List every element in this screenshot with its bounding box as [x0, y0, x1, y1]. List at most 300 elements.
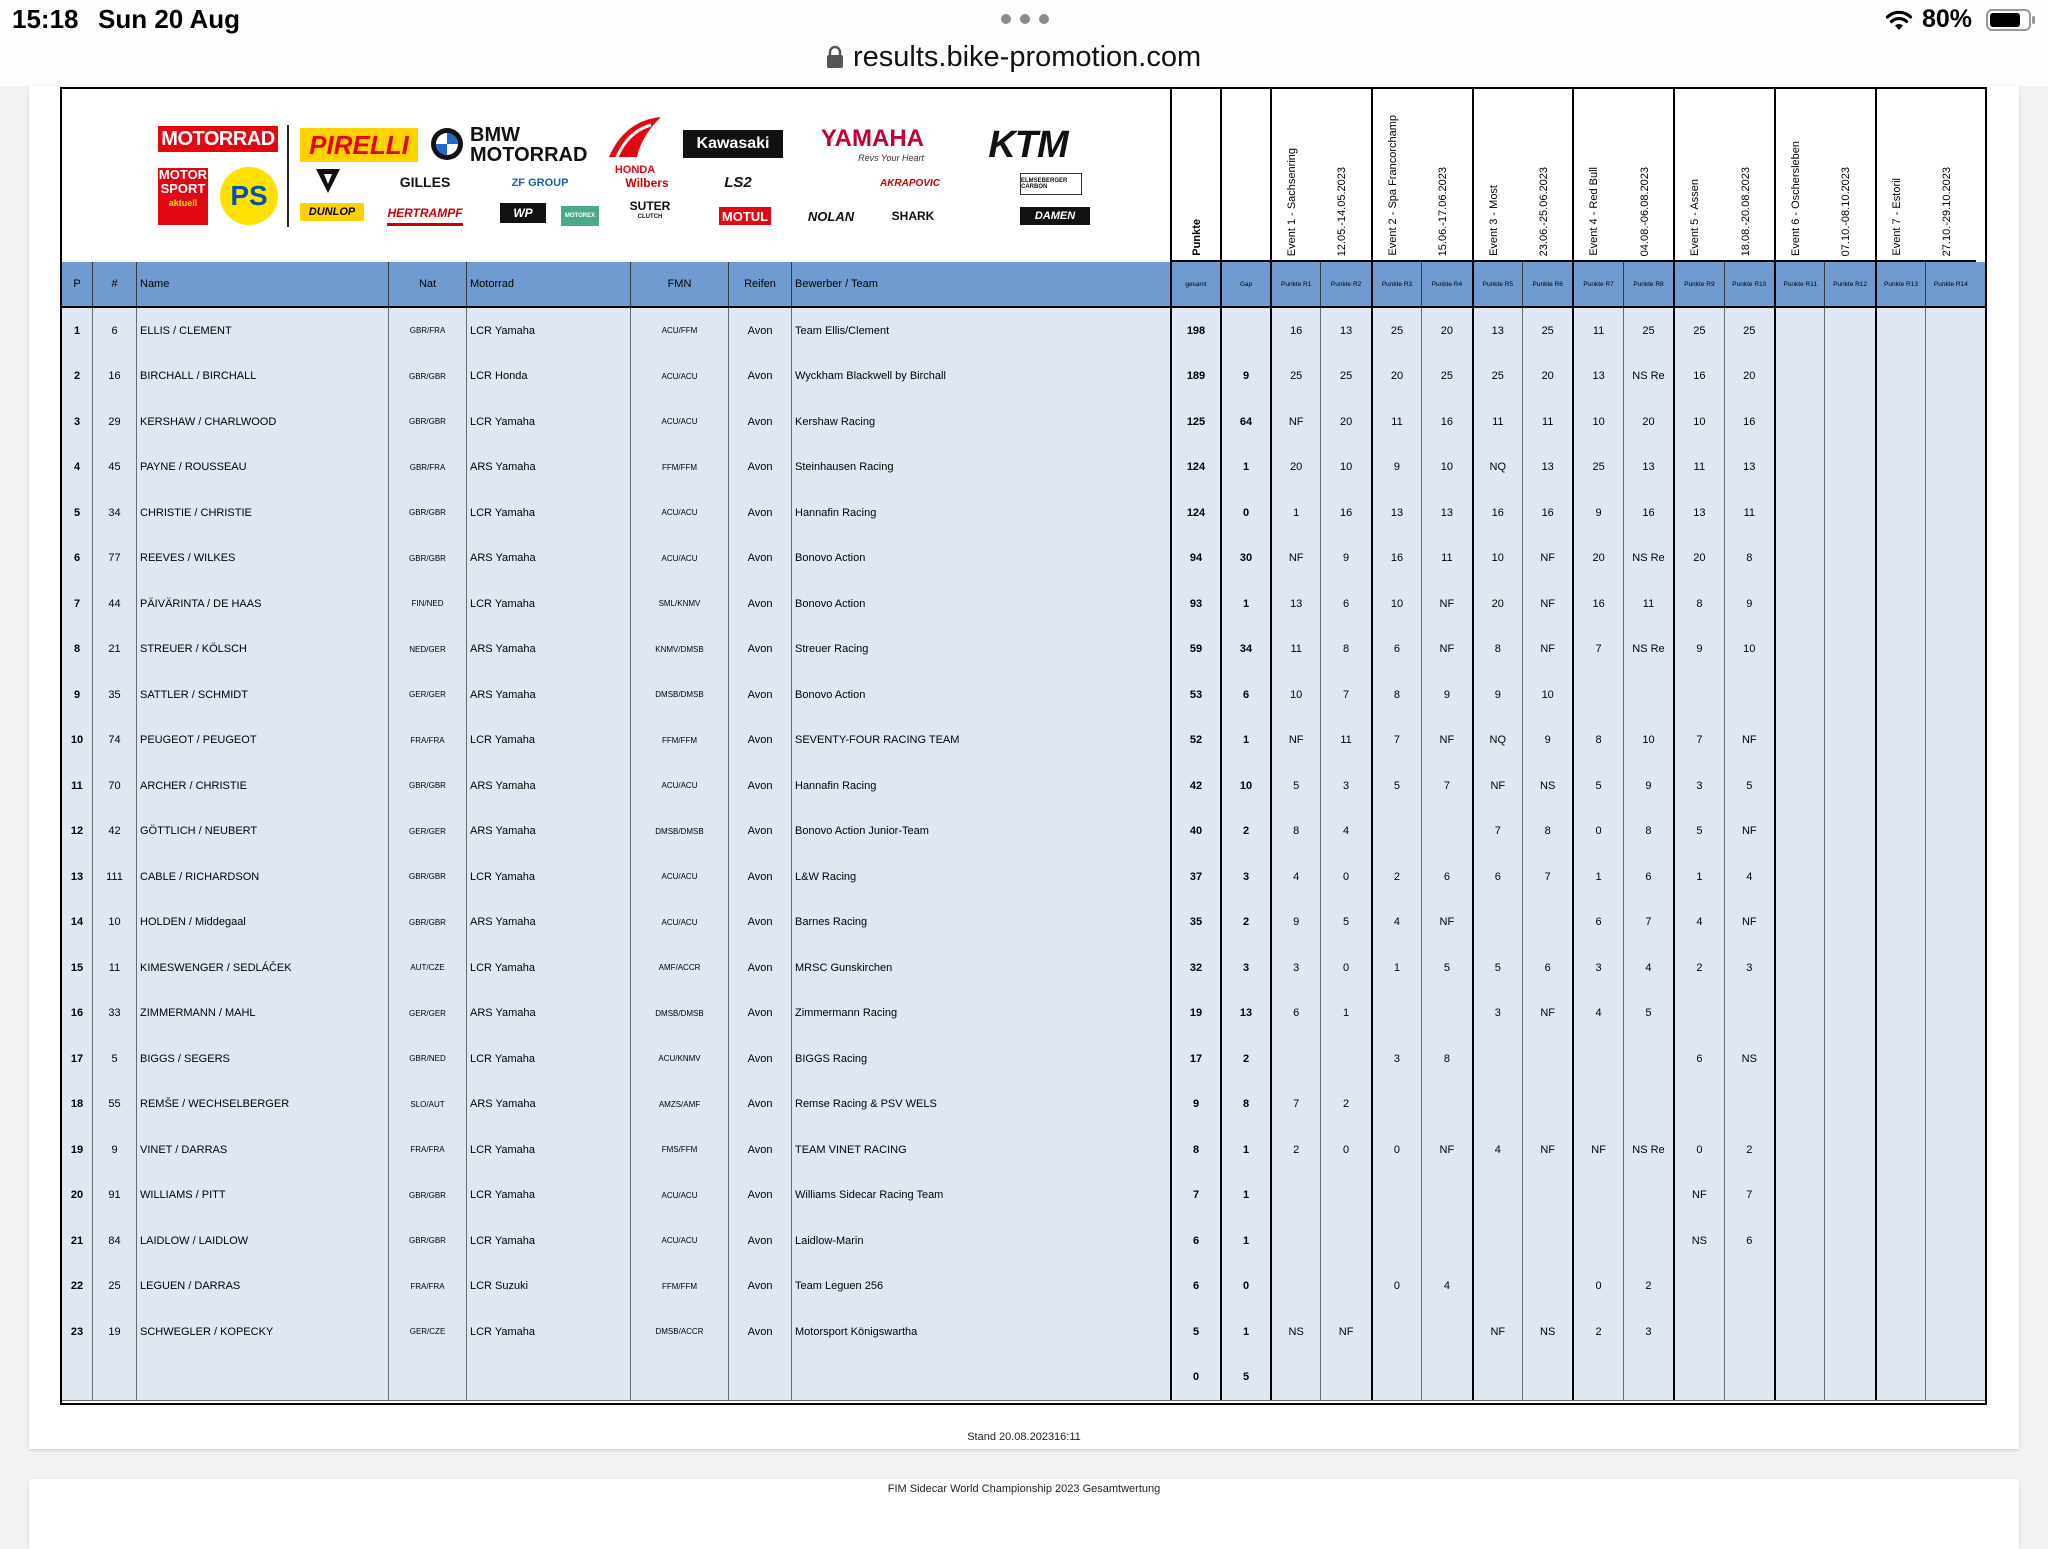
race-points-cell: NS [1673, 1218, 1723, 1264]
race-points-cell: NF [1421, 718, 1471, 764]
document-page [29, 86, 2019, 1449]
name-cell: PEUGEOT / PEUGEOT [136, 718, 388, 764]
page2-title: FIM Sidecar World Championship 2023 Gesamtwertung [887, 1483, 1161, 1495]
fmn-cell [630, 1355, 728, 1401]
race-points-cell: 6 [1421, 854, 1471, 900]
gap-cell: 3 [1220, 854, 1270, 900]
table-row[interactable] [62, 308, 1985, 355]
status-date: Sun 20 Aug [98, 4, 241, 34]
table-row[interactable] [62, 945, 1985, 992]
race-points-cell: 13 [1572, 354, 1622, 400]
table-row[interactable] [62, 490, 1985, 537]
race-points-cell: 3 [1673, 763, 1723, 809]
event-name-label: Event 4 - Red Bull [1588, 167, 1601, 256]
race-points-cell [1774, 1264, 1824, 1310]
race-points-cell: 25 [1623, 308, 1673, 354]
gap-cell: 6 [1220, 672, 1270, 718]
race-points-cell [1875, 1355, 1925, 1401]
fmn-cell: ACU/ACU [630, 1173, 728, 1219]
total-points-cell: 124 [1170, 445, 1220, 491]
race-points-cell: 4 [1472, 1127, 1522, 1173]
team-cell: SEVENTY-FOUR RACING TEAM [791, 718, 1170, 764]
event-date-label: 18.08.-20.08.2023 [1739, 166, 1752, 256]
race-points-cell [1421, 1309, 1471, 1355]
total-points-cell: 17 [1170, 1036, 1220, 1082]
race-points-cell: 1 [1320, 991, 1370, 1037]
race-points-cell [1824, 399, 1874, 445]
table-row[interactable] [62, 718, 1985, 765]
event-name-label: Event 5 - Assen [1689, 178, 1702, 256]
col-nat: Nat [388, 262, 466, 306]
race-points-cell [1472, 1173, 1522, 1219]
race-points-cell [1875, 399, 1925, 445]
table-row[interactable] [62, 1036, 1985, 1083]
race-points-cell [1824, 1173, 1874, 1219]
number-cell: 74 [92, 718, 136, 764]
col-gap: Gap [1220, 262, 1270, 306]
race-points-cell: 9 [1421, 672, 1471, 718]
race-points-cell [1724, 991, 1774, 1037]
col-race-points: Punkte R4 [1421, 262, 1471, 306]
race-points-cell [1925, 1173, 1975, 1219]
pirelli-logo: PIRELLI [300, 128, 418, 162]
team-cell: Bonovo Action [791, 581, 1170, 627]
gap-cell: 9 [1220, 354, 1270, 400]
table-row[interactable] [62, 627, 1985, 674]
bike-cell: ARS Yamaha [466, 809, 630, 855]
race-points-cell: NF [1572, 1127, 1622, 1173]
race-points-cell: 3 [1472, 991, 1522, 1037]
team-cell: Hannafin Racing [791, 490, 1170, 536]
race-points-cell [1824, 1082, 1874, 1128]
race-points-cell: 0 [1572, 1264, 1622, 1310]
total-points-cell: 19 [1170, 991, 1220, 1037]
bike-cell: LCR Yamaha [466, 1309, 630, 1355]
name-cell: REEVES / WILKES [136, 536, 388, 582]
bike-cell: ARS Yamaha [466, 991, 630, 1037]
race-points-cell [1824, 581, 1874, 627]
zf-group-logo: ZF GROUP [511, 177, 569, 189]
race-points-cell: 11 [1522, 399, 1572, 445]
race-points-cell [1925, 308, 1975, 354]
race-points-cell [1774, 1036, 1824, 1082]
total-points-cell: 7 [1170, 1173, 1220, 1219]
race-points-cell [1875, 1264, 1925, 1310]
race-points-cell [1724, 672, 1774, 718]
gap-cell: 34 [1220, 627, 1270, 673]
results-table [60, 87, 1987, 1405]
table-row[interactable] [62, 854, 1985, 901]
nat-cell: GBR/GBR [388, 763, 466, 809]
bike-cell: LCR Yamaha [466, 490, 630, 536]
race-points-cell [1925, 490, 1975, 536]
tyre-cell: Avon [728, 490, 791, 536]
position-cell: 18 [70, 1098, 84, 1111]
event-header-cell [1472, 89, 1573, 262]
race-points-cell [1673, 1355, 1723, 1401]
race-points-cell: 20 [1371, 354, 1421, 400]
race-points-cell: NF [1472, 1309, 1522, 1355]
gap-cell: 1 [1220, 1309, 1270, 1355]
gap-cell: 64 [1220, 399, 1270, 445]
race-points-cell [1774, 672, 1824, 718]
race-points-cell [1925, 581, 1975, 627]
ls2-logo: LS2 [724, 173, 752, 191]
race-points-cell [1522, 1218, 1572, 1264]
tyre-cell: Avon [728, 945, 791, 991]
table-row[interactable] [62, 581, 1985, 628]
position-cell [62, 1355, 92, 1401]
race-points-cell [1774, 991, 1824, 1037]
race-points-cell [1875, 354, 1925, 400]
table-row[interactable] [62, 1218, 1985, 1265]
name-cell: ZIMMERMANN / MAHL [136, 991, 388, 1037]
race-points-cell [1875, 1173, 1925, 1219]
race-points-cell: 13 [1270, 581, 1320, 627]
race-points-cell [1774, 1218, 1824, 1264]
team-cell: Kershaw Racing [791, 399, 1170, 445]
table-row[interactable] [62, 1355, 1985, 1402]
bike-cell: ARS Yamaha [466, 900, 630, 946]
race-points-cell: 20 [1572, 536, 1622, 582]
race-points-cell [1623, 1218, 1673, 1264]
race-points-cell: 11 [1623, 581, 1673, 627]
tyre-cell: Avon [728, 1264, 791, 1310]
number-cell: 111 [92, 854, 136, 900]
race-points-cell: 7 [1673, 718, 1723, 764]
race-points-cell: NS [1270, 1309, 1320, 1355]
race-points-cell [1572, 672, 1622, 718]
number-cell: 45 [92, 445, 136, 491]
nat-cell: GBR/GBR [388, 354, 466, 400]
name-cell: SATTLER / SCHMIDT [136, 672, 388, 718]
race-points-cell: 13 [1522, 445, 1572, 491]
total-points-cell: 53 [1170, 672, 1220, 718]
bike-cell: LCR Yamaha [466, 581, 630, 627]
race-points-cell [1270, 1036, 1320, 1082]
col-race-points: Punkte R10 [1724, 262, 1774, 306]
race-points-cell: 0 [1371, 1264, 1421, 1310]
table-row[interactable] [62, 809, 1985, 856]
name-cell: BIGGS / SEGERS [136, 1036, 388, 1082]
team-cell: Laidlow-Marin [791, 1218, 1170, 1264]
race-points-cell: 5 [1724, 763, 1774, 809]
tyre-cell: Avon [728, 536, 791, 582]
race-points-cell: 11 [1673, 445, 1723, 491]
race-points-cell [1925, 854, 1975, 900]
nat-cell: GBR/GBR [388, 399, 466, 445]
points-header-cell [1170, 89, 1220, 262]
race-points-cell: 16 [1371, 536, 1421, 582]
race-points-cell [1925, 399, 1975, 445]
race-points-cell: 6 [1572, 900, 1622, 946]
table-row[interactable] [62, 672, 1985, 719]
table-row[interactable] [62, 399, 1985, 446]
race-points-cell [1925, 718, 1975, 764]
race-points-cell [1824, 763, 1874, 809]
race-points-cell [1421, 991, 1471, 1037]
nat-cell: GBR/FRA [388, 308, 466, 354]
race-points-cell [1824, 809, 1874, 855]
event-header-cell [1572, 89, 1673, 262]
race-points-cell: NF [1421, 627, 1471, 673]
race-points-cell: 10 [1522, 672, 1572, 718]
nolan-logo: NOLAN [807, 208, 855, 224]
team-cell: Wyckham Blackwell by Birchall [791, 354, 1170, 400]
race-points-cell [1774, 1127, 1824, 1173]
number-cell: 70 [92, 763, 136, 809]
race-points-cell: 7 [1522, 854, 1572, 900]
number-cell: 9 [92, 1127, 136, 1173]
race-points-cell [1824, 1127, 1874, 1173]
table-row[interactable] [62, 991, 1985, 1038]
fmn-cell: ACU/ACU [630, 900, 728, 946]
race-points-cell: 11 [1421, 536, 1471, 582]
gap-cell: 2 [1220, 809, 1270, 855]
total-points-cell: 0 [1170, 1355, 1220, 1401]
race-points-cell [1925, 1264, 1975, 1310]
event-name-label: Event 6 - Oschersleben [1790, 141, 1802, 256]
event-date-label: 27.10.-29.10.2023 [1941, 166, 1954, 256]
event-date-label: 12.05.-14.05.2023 [1336, 166, 1349, 256]
race-points-cell: 9 [1472, 672, 1522, 718]
race-points-cell: 6 [1320, 581, 1370, 627]
race-points-cell: 7 [1572, 627, 1622, 673]
race-points-cell [1774, 399, 1824, 445]
race-points-cell: 10 [1270, 672, 1320, 718]
race-points-cell: 9 [1724, 581, 1774, 627]
race-points-cell: 3 [1371, 1036, 1421, 1082]
race-points-cell [1371, 1355, 1421, 1401]
team-cell: Remse Racing & PSV WELS [791, 1082, 1170, 1128]
status-bar [0, 0, 2048, 40]
name-cell: CABLE / RICHARDSON [136, 854, 388, 900]
fmn-cell: DMSB/DMSB [630, 991, 728, 1037]
race-points-cell [1824, 1355, 1874, 1401]
fmn-cell: ACU/ACU [630, 536, 728, 582]
table-row[interactable] [62, 536, 1985, 583]
race-points-cell: 16 [1572, 581, 1622, 627]
race-points-cell: 4 [1572, 991, 1622, 1037]
fmn-cell: ACU/KNMV [630, 1036, 728, 1082]
nat-cell: GBR/NED [388, 1036, 466, 1082]
tyre-cell: Avon [728, 991, 791, 1037]
race-points-cell [1774, 354, 1824, 400]
race-points-cell [1774, 581, 1824, 627]
race-points-cell: 13 [1421, 490, 1471, 536]
race-points-cell [1925, 354, 1975, 400]
race-points-cell: 4 [1421, 1264, 1471, 1310]
bike-cell: ARS Yamaha [466, 763, 630, 809]
race-points-cell: 25 [1472, 354, 1522, 400]
col-race-points: Punkte R7 [1572, 262, 1622, 306]
col-race-points: Punkte R5 [1472, 262, 1522, 306]
event-header-cell [1673, 89, 1774, 262]
race-points-cell: 16 [1673, 354, 1723, 400]
race-points-cell: NF [1472, 763, 1522, 809]
col-race-points: Punkte R12 [1824, 262, 1874, 306]
tyre-cell: Avon [728, 1309, 791, 1355]
race-points-cell: 7 [1270, 1082, 1320, 1128]
number-cell: 84 [92, 1218, 136, 1264]
gap-header-cell [1220, 89, 1270, 262]
race-points-cell [1623, 1082, 1673, 1128]
bike-cell: ARS Yamaha [466, 1082, 630, 1128]
gap-cell: 0 [1220, 490, 1270, 536]
nat-cell: GBR/GBR [388, 490, 466, 536]
race-points-cell: 20 [1270, 445, 1320, 491]
motorsport-logo-line3: aktuell [168, 198, 198, 208]
total-points-cell: 5 [1170, 1309, 1220, 1355]
event-header-cell [1875, 89, 1976, 262]
race-points-cell [1724, 1355, 1774, 1401]
race-points-cell: 6 [1724, 1218, 1774, 1264]
race-points-cell: 16 [1320, 490, 1370, 536]
table-row[interactable] [62, 1082, 1985, 1129]
race-points-cell: NF [1522, 627, 1572, 673]
col-team: Bewerber / Team [791, 262, 1170, 306]
total-points-cell: 6 [1170, 1218, 1220, 1264]
race-points-cell [1875, 627, 1925, 673]
name-cell: CHRISTIE / CHRISTIE [136, 490, 388, 536]
position-cell: 6 [73, 552, 81, 565]
tyre-cell: Avon [728, 1173, 791, 1219]
race-points-cell: 16 [1724, 399, 1774, 445]
fmn-cell: SML/KNMV [630, 581, 728, 627]
number-cell: 29 [92, 399, 136, 445]
race-points-cell: 5 [1371, 763, 1421, 809]
race-points-cell: 8 [1522, 809, 1572, 855]
total-points-cell: 40 [1170, 809, 1220, 855]
race-points-cell [1875, 536, 1925, 582]
race-points-cell: 10 [1623, 718, 1673, 764]
race-points-cell [1774, 490, 1824, 536]
race-points-cell: 8 [1472, 627, 1522, 673]
team-cell: Bonovo Action [791, 536, 1170, 582]
race-points-cell: NF [1522, 1127, 1572, 1173]
col-race-points: Punkte R14 [1925, 262, 1975, 306]
tyre-cell: Avon [728, 581, 791, 627]
race-points-cell [1572, 1082, 1622, 1128]
gap-cell: 3 [1220, 945, 1270, 991]
name-cell: LAIDLOW / LAIDLOW [136, 1218, 388, 1264]
race-points-cell: 4 [1724, 854, 1774, 900]
race-points-cell: 11 [1724, 490, 1774, 536]
race-points-cell [1774, 900, 1824, 946]
race-points-cell: 20 [1320, 399, 1370, 445]
race-points-cell: 7 [1421, 763, 1471, 809]
logo-divider [287, 125, 289, 227]
name-cell: ELLIS / CLEMENT [136, 308, 388, 354]
shark-logo: SHARK [891, 209, 935, 223]
name-cell: HOLDEN / Middegaal [136, 900, 388, 946]
yamaha-logo [804, 125, 924, 165]
race-points-cell [1270, 1218, 1320, 1264]
nat-cell: GBR/GBR [388, 854, 466, 900]
nat-cell: GER/GER [388, 809, 466, 855]
nat-cell: GER/GER [388, 991, 466, 1037]
race-points-cell [1522, 1082, 1572, 1128]
race-points-cell [1824, 445, 1874, 491]
race-points-cell [1875, 945, 1925, 991]
nat-cell: FRA/FRA [388, 1264, 466, 1310]
number-cell: 11 [92, 945, 136, 991]
tyre-cell [728, 1355, 791, 1401]
motul-logo: MOTUL [719, 207, 771, 225]
bmw-logo-line1: BMW [470, 124, 520, 146]
table-row[interactable] [62, 445, 1985, 492]
table-row[interactable] [62, 1264, 1985, 1311]
bike-cell: LCR Yamaha [466, 718, 630, 764]
table-row[interactable] [62, 1173, 1985, 1220]
gap-cell: 30 [1220, 536, 1270, 582]
race-points-cell [1320, 1264, 1370, 1310]
event-date-label: 23.06.-25.06.2023 [1537, 166, 1550, 256]
col-fmn: FMN [630, 262, 728, 306]
race-points-cell: NF [1270, 718, 1320, 764]
race-points-cell: 5 [1320, 900, 1370, 946]
race-points-cell [1522, 1036, 1572, 1082]
bike-cell: LCR Yamaha [466, 399, 630, 445]
race-points-cell: 10 [1572, 399, 1622, 445]
table-row[interactable] [62, 354, 1985, 401]
position-cell: 19 [70, 1143, 84, 1156]
race-points-cell [1320, 1355, 1370, 1401]
gap-cell: 0 [1220, 1264, 1270, 1310]
dunlop-logo: DUNLOP [300, 203, 364, 221]
bmw-motorrad-logo [470, 125, 587, 165]
address-bar[interactable] [0, 40, 2048, 86]
tyre-cell: Avon [728, 1082, 791, 1128]
fmn-cell: ACU/ACU [630, 399, 728, 445]
race-points-cell: 25 [1572, 445, 1622, 491]
motorsport-logo-line1: MOTOR [158, 167, 208, 182]
race-points-cell: 2 [1673, 945, 1723, 991]
gap-cell: 1 [1220, 1173, 1270, 1219]
table-row[interactable] [62, 900, 1985, 947]
race-points-cell: 13 [1371, 490, 1421, 536]
race-points-cell: 7 [1320, 672, 1370, 718]
fmn-cell: ACU/ACU [630, 763, 728, 809]
total-points-cell: 35 [1170, 900, 1220, 946]
race-points-cell [1925, 627, 1975, 673]
table-row[interactable] [62, 1127, 1985, 1174]
table-row[interactable] [62, 1309, 1985, 1356]
nat-cell: GBR/GBR [388, 1218, 466, 1264]
race-points-cell [1774, 1309, 1824, 1355]
gilles-logo: GILLES [399, 174, 451, 190]
fmn-cell: ACU/ACU [630, 1218, 728, 1264]
table-row[interactable] [62, 763, 1985, 810]
race-points-cell [1774, 809, 1824, 855]
race-points-cell: 6 [1472, 854, 1522, 900]
race-points-cell: 1 [1673, 854, 1723, 900]
url-text[interactable]: results.bike-promotion.com [853, 41, 1202, 73]
tyre-cell: Avon [728, 1218, 791, 1264]
bike-cell: LCR Yamaha [466, 1127, 630, 1173]
race-points-cell [1572, 1218, 1622, 1264]
tyre-cell: Avon [728, 354, 791, 400]
gap-cell: 1 [1220, 445, 1270, 491]
race-points-cell [1270, 1355, 1320, 1401]
elmseberger-carbon-logo: ELMSEBERGER CARBON [1020, 173, 1082, 195]
bmw-roundel-icon [430, 127, 464, 161]
race-points-cell: NS [1724, 1036, 1774, 1082]
gap-cell: 1 [1220, 581, 1270, 627]
multitasking-dots-icon[interactable] [1001, 14, 1049, 24]
bike-cell: LCR Yamaha [466, 1218, 630, 1264]
ps-logo: PS [220, 167, 278, 225]
